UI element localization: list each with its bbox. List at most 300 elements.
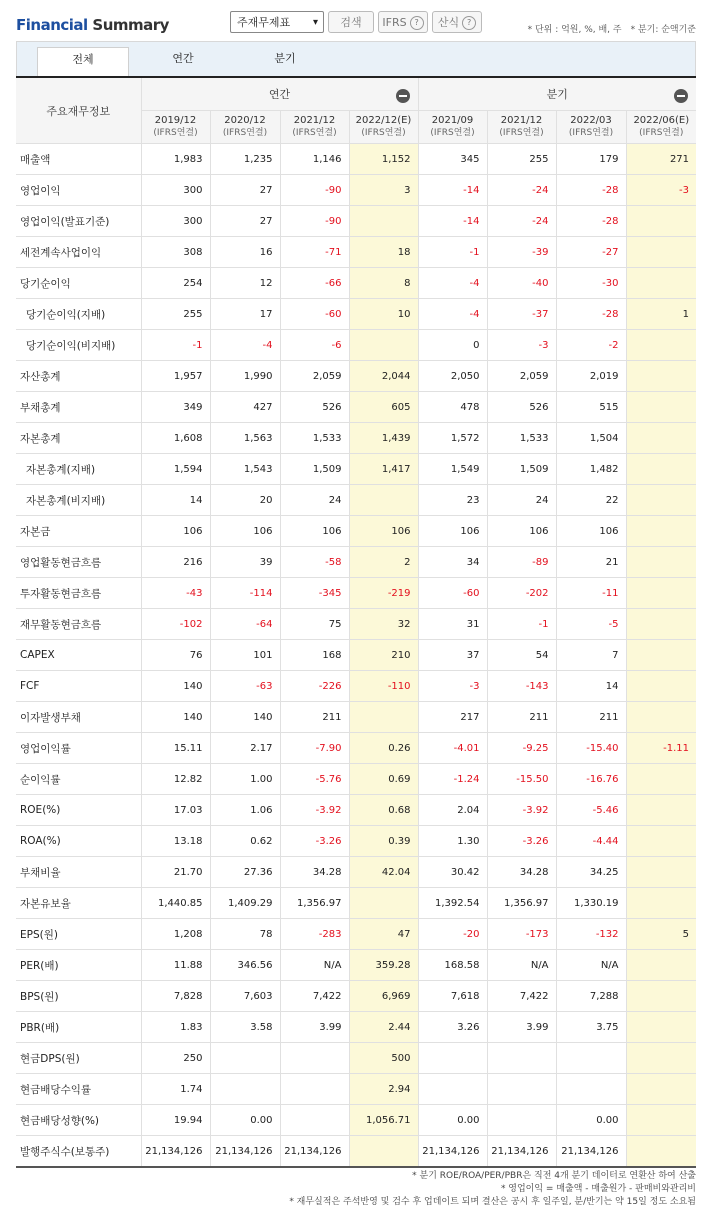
annual-group-label: 연간: [268, 88, 291, 101]
ifrs-help-button[interactable]: [378, 11, 428, 33]
statement-type-select[interactable]: [230, 11, 324, 33]
table-cell: 1,409.29: [210, 888, 280, 919]
row-label: 투자활동현금흐름: [16, 578, 141, 609]
quarter-group-label: 분기: [546, 88, 568, 101]
table-row: [16, 764, 696, 795]
table-cell: 22: [556, 485, 626, 516]
table-cell: [349, 330, 418, 361]
table-cell: 12: [210, 268, 280, 299]
table-row: [16, 237, 696, 268]
minus-circle-icon[interactable]: [396, 89, 410, 103]
table-cell: 1,356.97: [280, 888, 349, 919]
table-cell: 1,533: [280, 423, 349, 454]
table-cell: -71: [280, 237, 349, 268]
table-cell: 1,543: [210, 454, 280, 485]
table-cell: 1,957: [141, 361, 210, 392]
table-cell: 18: [349, 237, 418, 268]
table-cell: [556, 1043, 626, 1074]
table-cell: 21,134,126: [556, 1136, 626, 1168]
table-cell: 216: [141, 547, 210, 578]
row-label: 영업이익률: [16, 733, 141, 764]
table-cell: -43: [141, 578, 210, 609]
row-label: 당기순이익(지배): [16, 299, 141, 330]
table-row: [16, 981, 696, 1012]
table-row: [16, 1074, 696, 1105]
table-cell: 34: [418, 547, 487, 578]
table-cell: 1: [626, 299, 696, 330]
table-cell: [210, 1043, 280, 1074]
table-cell: 7,422: [280, 981, 349, 1012]
table-cell: 2,059: [487, 361, 556, 392]
table-cell: 2.94: [349, 1074, 418, 1105]
table-cell: -28: [556, 175, 626, 206]
table-cell: 250: [141, 1043, 210, 1074]
row-label: PBR(배): [16, 1012, 141, 1043]
table-cell: [280, 1074, 349, 1105]
table-cell: -4: [210, 330, 280, 361]
table-cell: 515: [556, 392, 626, 423]
table-cell: -28: [556, 299, 626, 330]
table-cell: -24: [487, 175, 556, 206]
table-cell: [349, 1136, 418, 1168]
row-label: 영업이익: [16, 175, 141, 206]
table-cell: -4.01: [418, 733, 487, 764]
table-cell: [626, 1043, 696, 1074]
row-label: 이자발생부채: [16, 702, 141, 733]
table-cell: [626, 516, 696, 547]
table-cell: 3.75: [556, 1012, 626, 1043]
table-cell: -202: [487, 578, 556, 609]
table-row: [16, 950, 696, 981]
quarter-group-header: [418, 77, 696, 111]
row-label: BPS(원): [16, 981, 141, 1012]
table-cell: 7,618: [418, 981, 487, 1012]
table-cell: 34.28: [280, 857, 349, 888]
table-cell: [626, 888, 696, 919]
table-cell: -39: [487, 237, 556, 268]
table-cell: 7,422: [487, 981, 556, 1012]
table-cell: 24: [280, 485, 349, 516]
table-row: [16, 640, 696, 671]
table-cell: 500: [349, 1043, 418, 1074]
statement-type-value: 주재무제표: [237, 16, 291, 29]
table-cell: 31: [418, 609, 487, 640]
table-cell: 1,439: [349, 423, 418, 454]
row-label: EPS(원): [16, 919, 141, 950]
table-cell: 1,146: [280, 144, 349, 175]
table-cell: 12.82: [141, 764, 210, 795]
table-cell: -89: [487, 547, 556, 578]
table-cell: -90: [280, 206, 349, 237]
table-cell: -40: [487, 268, 556, 299]
table-cell: 211: [280, 702, 349, 733]
chevron-down-icon: ▾: [312, 17, 318, 28]
table-cell: 1,572: [418, 423, 487, 454]
table-cell: [626, 702, 696, 733]
table-cell: 106: [349, 516, 418, 547]
table-cell: 106: [487, 516, 556, 547]
table-cell: [349, 888, 418, 919]
row-label: 자산총계: [16, 361, 141, 392]
column-basis: (IFRS연결): [430, 128, 475, 138]
table-cell: 3.58: [210, 1012, 280, 1043]
table-cell: 39: [210, 547, 280, 578]
table-cell: N/A: [556, 950, 626, 981]
row-label: 재무활동현금흐름: [16, 609, 141, 640]
row-label: 영업이익(발표기준): [16, 206, 141, 237]
table-cell: -15.50: [487, 764, 556, 795]
row-label: 자본유보율: [16, 888, 141, 919]
table-cell: -5.76: [280, 764, 349, 795]
table-cell: 37: [418, 640, 487, 671]
table-row: [16, 857, 696, 888]
table-cell: 1,533: [487, 423, 556, 454]
table-cell: 13.18: [141, 826, 210, 857]
table-cell: N/A: [487, 950, 556, 981]
row-label: 당기순이익: [16, 268, 141, 299]
table-cell: 1.06: [210, 795, 280, 826]
table-cell: 2.44: [349, 1012, 418, 1043]
table-cell: 308: [141, 237, 210, 268]
table-cell: 106: [280, 516, 349, 547]
table-cell: [280, 1043, 349, 1074]
table-cell: -15.40: [556, 733, 626, 764]
row-label: 현금배당수익률: [16, 1074, 141, 1105]
table-cell: [626, 547, 696, 578]
table-cell: 345: [418, 144, 487, 175]
table-cell: [349, 485, 418, 516]
table-cell: [626, 1136, 696, 1168]
table-cell: [626, 857, 696, 888]
table-cell: 106: [556, 516, 626, 547]
table-cell: 14: [556, 671, 626, 702]
table-cell: 1.30: [418, 826, 487, 857]
table-cell: 0: [418, 330, 487, 361]
table-cell: -1: [487, 609, 556, 640]
table-cell: 14: [141, 485, 210, 516]
table-cell: 1.00: [210, 764, 280, 795]
table-cell: 1,549: [418, 454, 487, 485]
table-cell: 1.83: [141, 1012, 210, 1043]
row-label: FCF: [16, 671, 141, 702]
row-label: 자본총계(비지배): [16, 485, 141, 516]
table-cell: -14: [418, 206, 487, 237]
table-cell: 21,134,126: [487, 1136, 556, 1168]
row-label: 순이익률: [16, 764, 141, 795]
formula-help-button[interactable]: [432, 11, 482, 33]
table-cell: 24: [487, 485, 556, 516]
table-row: [16, 268, 696, 299]
table-cell: 1,417: [349, 454, 418, 485]
table-cell: 2,044: [349, 361, 418, 392]
tab-all[interactable]: 전체: [37, 47, 129, 77]
footnote: * 재무실적은 주석반영 및 검수 후 업데이트 되며 결산은 공시 후 일주일, 분/반기는 약 15일 정도 소요됨: [289, 1197, 696, 1207]
table-cell: 7: [556, 640, 626, 671]
table-cell: 1,356.97: [487, 888, 556, 919]
table-row: [16, 1012, 696, 1043]
table-cell: -3.26: [280, 826, 349, 857]
table-cell: -60: [418, 578, 487, 609]
table-cell: -7.90: [280, 733, 349, 764]
table-cell: [626, 671, 696, 702]
table-cell: [626, 1074, 696, 1105]
table-row: [16, 795, 696, 826]
table-cell: 2.04: [418, 795, 487, 826]
table-cell: [626, 609, 696, 640]
column-header: [556, 111, 626, 144]
table-cell: -219: [349, 578, 418, 609]
table-cell: 168: [280, 640, 349, 671]
table-cell: 10: [349, 299, 418, 330]
table-cell: 106: [418, 516, 487, 547]
footnote: * 분기 ROE/ROA/PER/PBR은 직전 4개 분기 데이터로 연환산 하여 산출: [412, 1171, 696, 1181]
table-cell: -30: [556, 268, 626, 299]
table-cell: 1,563: [210, 423, 280, 454]
table-cell: [626, 330, 696, 361]
table-row: [16, 578, 696, 609]
table-cell: 6,969: [349, 981, 418, 1012]
title-financial: Financial: [16, 16, 88, 34]
table-cell: 271: [626, 144, 696, 175]
minus-circle-icon[interactable]: [674, 89, 688, 103]
table-cell: -4.44: [556, 826, 626, 857]
table-cell: -132: [556, 919, 626, 950]
table-cell: 0.00: [210, 1105, 280, 1136]
table-cell: 179: [556, 144, 626, 175]
table-cell: [626, 640, 696, 671]
table-cell: 0.68: [349, 795, 418, 826]
table-cell: -3: [487, 330, 556, 361]
table-cell: 27: [210, 206, 280, 237]
table-cell: 427: [210, 392, 280, 423]
table-cell: -345: [280, 578, 349, 609]
column-basis: (IFRS연결): [361, 128, 406, 138]
table-row: [16, 206, 696, 237]
table-cell: 0.00: [556, 1105, 626, 1136]
table-cell: -143: [487, 671, 556, 702]
table-cell: 1,440.85: [141, 888, 210, 919]
table-cell: 1,509: [280, 454, 349, 485]
tab-annual[interactable]: 연간: [172, 52, 194, 65]
table-cell: 8: [349, 268, 418, 299]
table-cell: 42.04: [349, 857, 418, 888]
table-cell: 1,509: [487, 454, 556, 485]
table-cell: -27: [556, 237, 626, 268]
table-cell: -3: [626, 175, 696, 206]
table-cell: -60: [280, 299, 349, 330]
row-label: CAPEX: [16, 640, 141, 671]
table-cell: 478: [418, 392, 487, 423]
tab-quarterly[interactable]: 분기: [274, 52, 296, 65]
table-cell: 1,990: [210, 361, 280, 392]
table-cell: -3: [418, 671, 487, 702]
table-cell: 15.11: [141, 733, 210, 764]
table-cell: 0.00: [418, 1105, 487, 1136]
row-label: 부채비율: [16, 857, 141, 888]
table-cell: -3.92: [280, 795, 349, 826]
table-cell: 17.03: [141, 795, 210, 826]
table-cell: 0.26: [349, 733, 418, 764]
table-cell: 255: [487, 144, 556, 175]
title-summary: Summary: [92, 16, 169, 34]
table-row: [16, 175, 696, 206]
table-cell: [626, 268, 696, 299]
table-cell: -66: [280, 268, 349, 299]
table-cell: 106: [210, 516, 280, 547]
table-cell: [349, 702, 418, 733]
table-cell: 23: [418, 485, 487, 516]
table-cell: -3.26: [487, 826, 556, 857]
footnotes: [289, 1170, 696, 1209]
row-label: PER(배): [16, 950, 141, 981]
table-cell: 1,504: [556, 423, 626, 454]
column-header: [141, 111, 210, 144]
table-cell: 101: [210, 640, 280, 671]
row-label: 부채총계: [16, 392, 141, 423]
row-label: 자본총계: [16, 423, 141, 454]
table-cell: [626, 361, 696, 392]
corner-header: 주요재무정보: [16, 77, 141, 144]
search-button[interactable]: 검색: [328, 11, 374, 33]
annual-group-header: [141, 77, 418, 111]
row-label: 자본금: [16, 516, 141, 547]
table-cell: 27: [210, 175, 280, 206]
top-bar: [0, 0, 708, 40]
table-cell: [626, 206, 696, 237]
table-cell: 20: [210, 485, 280, 516]
column-basis: (IFRS연결): [153, 128, 198, 138]
table-cell: 54: [487, 640, 556, 671]
table-cell: 30.42: [418, 857, 487, 888]
table-cell: -283: [280, 919, 349, 950]
row-label: ROE(%): [16, 795, 141, 826]
table-cell: -4: [418, 299, 487, 330]
table-row: [16, 1105, 696, 1136]
table-cell: -14: [418, 175, 487, 206]
period-tabs: [16, 41, 696, 76]
table-cell: -2: [556, 330, 626, 361]
table-cell: 1,392.54: [418, 888, 487, 919]
column-basis: (IFRS연결): [568, 128, 614, 138]
table-row: [16, 1043, 696, 1074]
table-cell: 17: [210, 299, 280, 330]
table-cell: [626, 826, 696, 857]
table-cell: 300: [141, 206, 210, 237]
table-cell: 19.94: [141, 1105, 210, 1136]
table-cell: [626, 1105, 696, 1136]
table-cell: -24: [487, 206, 556, 237]
table-cell: 7,288: [556, 981, 626, 1012]
table-cell: 211: [556, 702, 626, 733]
question-circle-icon: ?: [462, 16, 476, 30]
table-body: [16, 144, 696, 1168]
table-cell: [626, 1012, 696, 1043]
table-cell: [626, 423, 696, 454]
column-header: [487, 111, 556, 144]
table-cell: 140: [141, 702, 210, 733]
column-header: [626, 111, 696, 144]
table-cell: 34.25: [556, 857, 626, 888]
table-row: [16, 1136, 696, 1168]
table-cell: -6: [280, 330, 349, 361]
table-row: [16, 454, 696, 485]
table-cell: 1,330.19: [556, 888, 626, 919]
column-period: 2021/09: [431, 115, 474, 126]
table-row: [16, 361, 696, 392]
table-cell: 106: [141, 516, 210, 547]
row-label: 세전계속사업이익: [16, 237, 141, 268]
table-row: [16, 733, 696, 764]
table-cell: [487, 1043, 556, 1074]
table-cell: 359.28: [349, 950, 418, 981]
table-cell: -64: [210, 609, 280, 640]
table-cell: [626, 981, 696, 1012]
table-row: [16, 516, 696, 547]
table-cell: [487, 1074, 556, 1105]
table-cell: [626, 237, 696, 268]
table-cell: -114: [210, 578, 280, 609]
table-cell: -3.92: [487, 795, 556, 826]
table-cell: 3.99: [487, 1012, 556, 1043]
table-cell: -5.46: [556, 795, 626, 826]
column-basis: (IFRS연결): [292, 128, 337, 138]
table-cell: -9.25: [487, 733, 556, 764]
table-cell: -16.76: [556, 764, 626, 795]
table-row: [16, 392, 696, 423]
table-cell: 78: [210, 919, 280, 950]
table-cell: 2: [349, 547, 418, 578]
table-cell: 2,019: [556, 361, 626, 392]
table-cell: 1,983: [141, 144, 210, 175]
table-row: [16, 919, 696, 950]
table-cell: [487, 1105, 556, 1136]
table-row: [16, 547, 696, 578]
table-row: [16, 702, 696, 733]
table-cell: 211: [487, 702, 556, 733]
column-basis: (IFRS연결): [499, 128, 544, 138]
table-cell: 140: [210, 702, 280, 733]
table-cell: -5: [556, 609, 626, 640]
table-cell: [626, 764, 696, 795]
table-cell: 47: [349, 919, 418, 950]
table-row: [16, 299, 696, 330]
table-cell: 140: [141, 671, 210, 702]
table-cell: -20: [418, 919, 487, 950]
table-row: [16, 609, 696, 640]
column-period: 2021/12: [293, 115, 336, 126]
table-cell: -1: [141, 330, 210, 361]
units-note: * 단위 : 억원, %, 배, 주 * 분기: 순액기준: [527, 25, 696, 35]
table-cell: 217: [418, 702, 487, 733]
table-cell: 168.58: [418, 950, 487, 981]
column-basis: (IFRS연결): [222, 128, 268, 138]
table-cell: 526: [280, 392, 349, 423]
table-cell: 27.36: [210, 857, 280, 888]
column-period: 2022/06(E): [633, 115, 690, 126]
table-cell: -11: [556, 578, 626, 609]
table-cell: -1.24: [418, 764, 487, 795]
row-label: 현금DPS(원): [16, 1043, 141, 1074]
table-cell: [626, 578, 696, 609]
table-cell: -63: [210, 671, 280, 702]
row-label: 현금배당성향(%): [16, 1105, 141, 1136]
table-cell: 3.99: [280, 1012, 349, 1043]
table-cell: -1.11: [626, 733, 696, 764]
table-row: [16, 888, 696, 919]
table-cell: 7,603: [210, 981, 280, 1012]
column-period: 2020/12: [224, 115, 266, 126]
table-cell: 16: [210, 237, 280, 268]
